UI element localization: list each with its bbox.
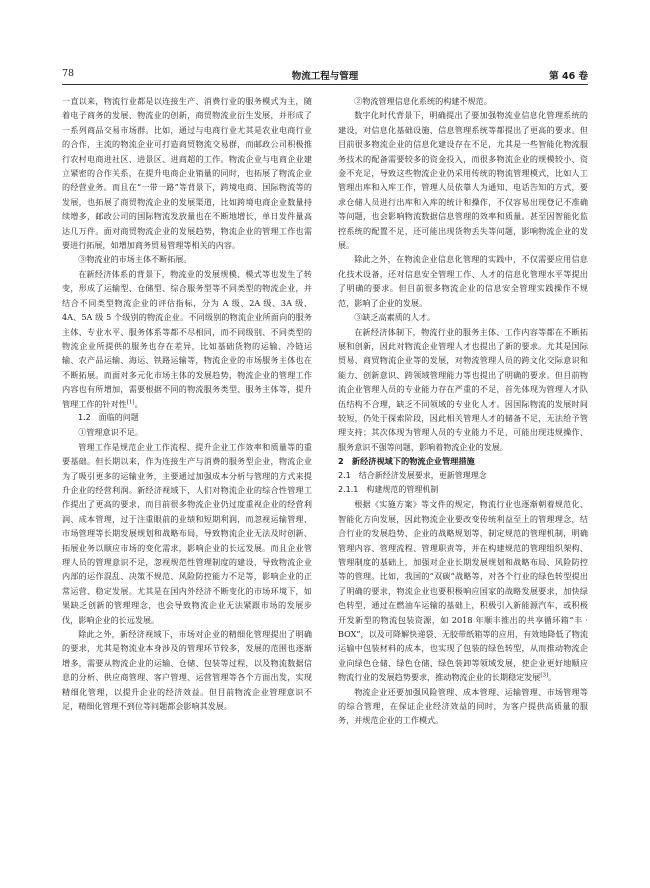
subsection-heading: 2.1 结合新经济发展要求，更新管理理念 bbox=[338, 470, 487, 480]
volume-label: 第 46 卷 bbox=[549, 71, 588, 82]
header-rule bbox=[62, 84, 588, 85]
paragraph-text: 根据《实施方案》等文件的规定，物流行业也逐渐朝着规范化、智能化方向发展，因此物流企业要改变传统利益至上的管理理念，结合行业的发展趋势、企业的战略规划等，制定规范的管理机制，明确管理内容、管理流程、管理职责等，并在构建规范的管理组织架构、管理制度的基础上，加强对企业长期发展规划和战略布局、风险防控等的管理。比如，我国的“双碳”战略等，对各个行业的绿色转型提出了明确的要求，物流企业也要积极响应国家的战略发展要求，加快绿色转型，通过在燃油车运输的基础上，积极引入新能源汽车，或积极开发新型的物流包装资源，如 2018 年顺丰推出的共享循环箱“丰 · BOX”，以及可降解快递袋、无胶带纸箱等的应用，有效地降低了物流运输中包装材料的成本，也实现了包装的绿色转型，从而推动物流企业向绿色仓储、绿色仓储、绿色装卸等领域发展，使企业更好地顺应物流行业的发展趋势要求，推动物流企业的长期稳定发展 bbox=[338, 499, 588, 683]
section-heading: 2 新经济视域下的物流企业管理措施 bbox=[338, 456, 475, 467]
list-heading: ③缺乏高素质的人才。 bbox=[354, 312, 436, 323]
paragraph: 物流企业还要加强风险管理、成本管理、运输管理、市场管理等的综合管理，在保证企业经济效益的同时，为客户提供高质量的服务，并规范企业的工作模式。 bbox=[338, 686, 588, 726]
paragraph bbox=[338, 497, 588, 684]
paragraph: 管理工作是规范企业工作流程、提升企业工作效率和质量等的重要基础。但长期以来，作为连接生产与消费的服务型企业，物流企业为了吸引更多的运输业务，主要通过加强成本分析与管理的方式来提升企业的经营利润。新经济视域下，人们对物流企业的综合性管理工作提出了更高的要求，而目前很多物流企业仍过度重视企业的经营利润、成本管理，过于注重眼前的业绩和短期利润，而忽视运输管理、市场管理等长期发展规划和战略布局，导致物流企业无法及时创新、拓展业务以顺应市场的变化需求，影响企业的长远发展。而且企业管理人员的管理意识不足，忽视规范性管理制度的建设，导致物流企业内部的运作混乱、决策不规范、风险防控能力不足等，影响企业的正常运营、稳定发展。尤其是在国内外经济不断变化的市场环境下，如果缺乏创新的管理理念，也会导致物流企业无法紧跟市场的发展步伐，影响企业的长远发展。 bbox=[62, 441, 312, 625]
journal-title: 物流工程与管理 bbox=[291, 71, 359, 82]
list-heading: ②物流管理信息化系统的构建不规范。 bbox=[354, 96, 492, 106]
list-heading: ①管理意识不足。 bbox=[78, 427, 143, 438]
paragraph-end: 。 bbox=[134, 398, 143, 409]
subsection-heading: 1.2 面临的问题 bbox=[78, 412, 139, 422]
page-number: 78 bbox=[62, 68, 75, 79]
right-column bbox=[338, 94, 588, 728]
paragraph: 数字化时代背景下，明确提出了要加强物流业信息化管理系统的建设，对信息化基础设施、信息管理系统等都提出了更高的要求。但目前很多物流企业的信息化建设存在不足，尤其是一些智能化物流服务技术的配备需要较多的资金投入，而很多物流企业的规模较小、资金不充足，导致这些物流企业仍采用传统的物流管理模式，比如人工管理出库和入库工作，管理人员依靠人为通知、电话告知的方式，要求仓储人员进行出库和入库的统计和操作，不仅容易出现登记不准确等问题，也会影响物流数据信息管理的效率和质量。甚至因智能化监控系统的配置不足，还可能出现货物丢失等问题，影响物流企业的发展。 bbox=[338, 110, 588, 251]
list-heading: ③物流业的市场主体不断拓展。 bbox=[78, 254, 192, 265]
paragraph bbox=[62, 267, 312, 411]
paragraph: 除此之外，新经济视域下，市场对企业的精细化管理提出了明确的要求，尤其是物流业本身涉及的管理环节较多，发展的范围也逐渐增多，需要从物流企业的运输、仓储、包装等过程，以及物流数据信息的分析、供应商管理、客户管理、运营管理等各个方面出发，实现精细化管理，以提升企业的经济效益。但目前物流企业管理意识不足，精细化管理不到位等问题都会影响其发展。 bbox=[62, 629, 312, 712]
paragraph: 在新经济体制下，物流行业的服务主体、工作内容等都在不断拓展和创新，因此对物流企业管理人才也提出了新的要求。尤其是国际贸易、商贸物流企业等的发展，对物流管理人员的跨文化交际意识和能力、创新意识、跨领域管理能力等也提出了明确的要求。但目前物流企业管理人员的专业能力存在严重的不足，首先体现为管理人才队伍结构不合理，缺乏不同领域的专业化人才。因国际物流的发展时间较短，仍处于探索阶段，因此相关管理人才的储备不足，无法给予管理支持；其次体现为管理人员的专业能力不足，可能出现违规操作、服务意识不强等问题，影响着物流企业的发展。 bbox=[338, 326, 588, 452]
paragraph: 一直以来，物流行业都是以连接生产、消费行业的服务模式为主，随着电子商务的发展、物流业的创新，商贸物流业衍生发展，并形成了一系列商品交易市场群。比如，通过与电商行业尤其是农业电商行业的合作，主流的物流企业可打造商贸物流交易群，而邮政公司积极推行农村电商进社区、进景区、进商超的工作。物流企业与电商企业建立紧密的合作关系，在提升电商企业销量的同时，也拓展了物流企业的经营业务。而且在“一带一路”等背景下，跨境电商、国际物流等的发展，也拓展了商贸物流企业的发展渠道，比如跨境电商企业数量持续增多，邮政公司的国际物流发放量也在不断地增长，单日发件量高达几万件。面对商贸物流企业的发展趋势，物流企业的管理工作也需要进行拓展，如增加商务贸易管理等相关的内容。 bbox=[62, 96, 312, 251]
subsubsection-heading: 2.1.1 构建规范的管理机制 bbox=[338, 484, 439, 494]
paragraph-end: 。 bbox=[548, 672, 557, 683]
left-column bbox=[62, 94, 312, 713]
paragraph-text: 在新经济体系的背景下，物流业的发展规模、模式等也发生了转变，形成了运输型、仓储型、综合服务型等不同类型的物流企业，并结合不同类型物流企业的评估指标，分为 A 级、2A 级、3A 级、4A、5A 级 5 个级别的物流企业。不同级别的物流企业所面向的服务主体、专业水平、服务体系等都不尽相同，而不同级别、不同类型的物流企业所提供的服务也存在差异，比如基础货物的运输、冷链运输、农产品运输、海运、铁路运输等，物流企业的市场服务主体也在不断拓展。而面对多元化市场主体的发展趋势，物流企业的管理工作内容也有所增加，需要根据不同的物流服务类型、服务主体等，提升管理工作的针对性 bbox=[62, 268, 312, 409]
citation: [3] bbox=[540, 672, 549, 679]
paragraph: 除此之外，在物流企业信息化管理的实践中，不仅需要应用信息化技术设备，还对信息安全管理工作、人才的信息化管理水平等提出了明确的要求。但目前很多物流企业的信息安全管理实践操作不规范，影响了企业的发展。 bbox=[338, 254, 588, 308]
citation: [1] bbox=[126, 398, 135, 405]
running-header bbox=[62, 68, 588, 84]
